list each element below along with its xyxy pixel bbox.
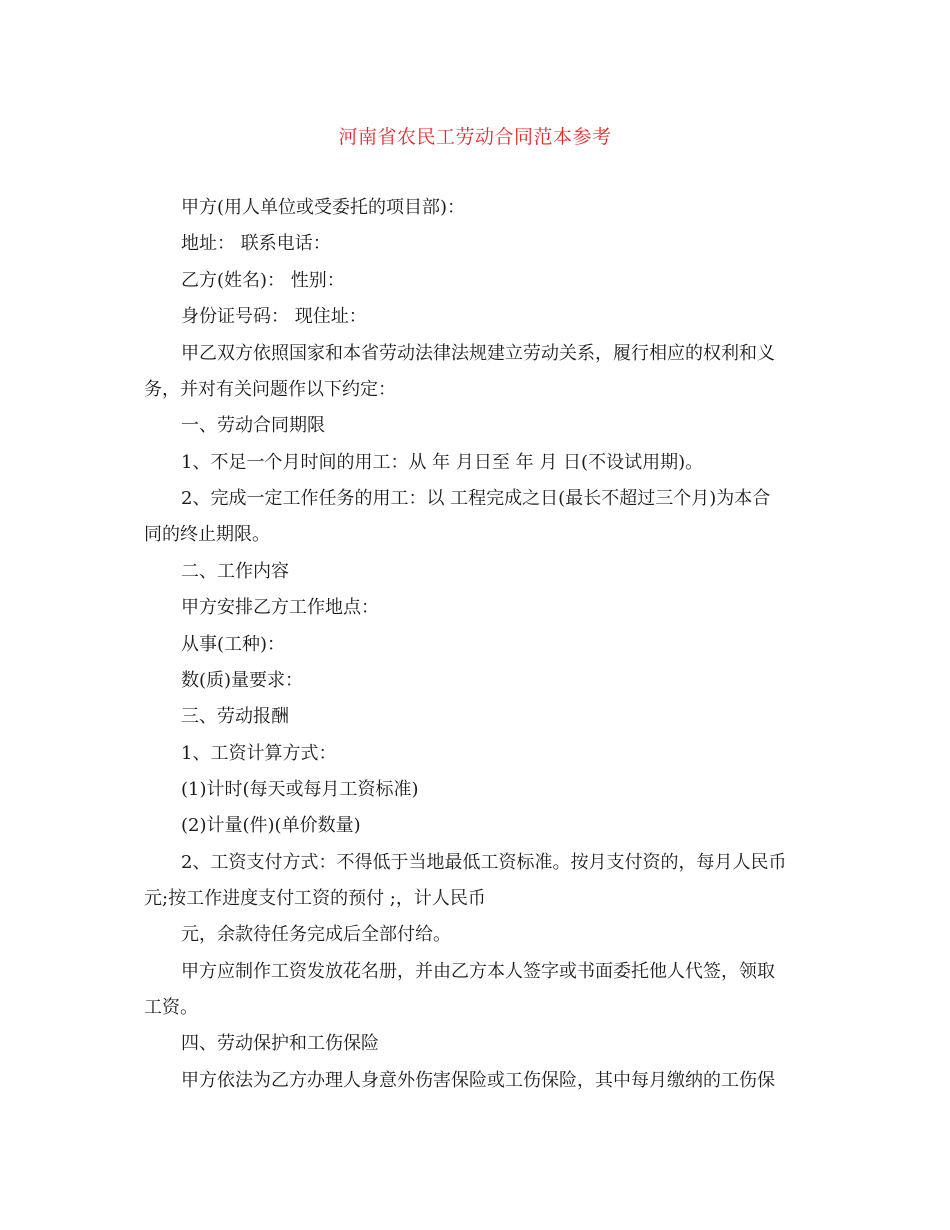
section-heading: 一、劳动合同期限 — [181, 415, 325, 436]
paragraph-line: 元，余款待任务完成后全部付给。 — [181, 924, 451, 945]
party-a-line: 甲方(用人单位或受委托的项目部)： — [181, 197, 466, 218]
paragraph-line: 甲方依法为乙方办理人身意外伤害保险或工伤保险，其中每月缴纳的工伤保 — [181, 1070, 775, 1091]
paragraph-line: 甲方安排乙方工作地点： — [181, 597, 379, 618]
paragraph-line: 2、工资支付方式：不得低于当地最低工资标准。按月支付资的，每月人民币 — [181, 852, 787, 873]
paragraph-line: 同的终止期限。 — [144, 524, 270, 545]
address-phone-line: 地址： 联系电话： — [181, 233, 331, 254]
id-address-line: 身份证号码： 现住址： — [181, 306, 367, 327]
paragraph-line: 甲方应制作工资发放花名册，并由乙方本人签字或书面委托他人代签，领取 — [181, 961, 775, 982]
paragraph-line: 从事(工种)： — [181, 634, 286, 655]
paragraph-line: 数(质)量要求： — [181, 670, 304, 691]
paragraph-line: 务，并对有关问题作以下约定： — [144, 379, 396, 400]
section-heading: 四、劳动保护和工伤保险 — [181, 1033, 379, 1054]
paragraph-line: 甲乙双方依照国家和本省劳动法律法规建立劳动关系，履行相应的权利和义 — [181, 343, 775, 364]
paragraph-line: 工资。 — [144, 997, 198, 1018]
section-heading: 三、劳动报酬 — [181, 706, 289, 727]
paragraph-line: 元;按工作进度支付工资的预付 ;，计人民币 — [144, 888, 486, 909]
document-title: 河南省农民工劳动合同范本参考 — [338, 126, 612, 148]
paragraph-line: 1、不足一个月时间的用工：从 年 月日至 年 月 日(不设试用期)。 — [181, 452, 704, 473]
party-b-line: 乙方(姓名)： 性别： — [181, 270, 345, 291]
paragraph-line: 2、完成一定工作任务的用工：以 工程完成之日(最长不超过三个月)为本合 — [181, 488, 771, 509]
paragraph-line: (2)计量(件)(单价数量) — [181, 815, 361, 836]
paragraph-line: 1、工资计算方式： — [181, 743, 337, 764]
paragraph-line: (1)计时(每天或每月工资标准) — [181, 779, 419, 800]
section-heading: 二、工作内容 — [181, 561, 289, 582]
